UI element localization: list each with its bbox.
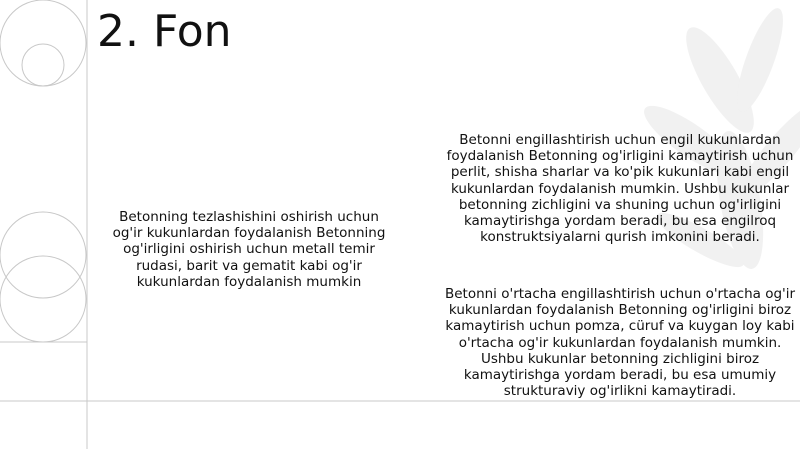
decor-circle-large-top [0,0,86,86]
left-paragraph: Betonning tezlashishini oshirish uchun og'ir kukunlardan foydalanish Betonning og'irligini oshirish uchun metall temir rudasi, barit va gematit kabi og'ir kukunlardan foydalanish mumkin [112,209,386,290]
decor-circle-mid-1 [0,212,86,298]
slide-title: 2. Fon [97,6,232,57]
decor-circle-small-top [22,44,64,86]
decor-circle-mid-2 [0,256,86,342]
right-paragraph-medium-powders: Betonni o'rtacha engillashtirish uchun o'rtacha og'ir kukunlardan foydalanish Betonning og'irligini biroz kamaytirish uchun pomza, cüruf va kuygan loy kabi o'rtacha og'ir kukunlardan foydalanish mumkin. Ushbu kukunlar betonning zichligini biroz kamaytirishga yordam beradi, bu esa umumiy strukturaviy og'irlikni kamaytiradi. [444,286,796,400]
right-paragraph-light-powders: Betonni engillashtirish uchun engil kukunlardan foydalanish Betonning og'irligini kamaytirish uchun perlit, shisha sharlar va ko'pik kukunlari kabi engil kukunlardan foydalanish mumkin. Ushbu kukunlar betonning zichligini va shuning uchun og'irligini kamaytirishga yordam beradi, bu esa engilroq konstruktsiyalarni qurish imkonini beradi. [446,132,794,246]
